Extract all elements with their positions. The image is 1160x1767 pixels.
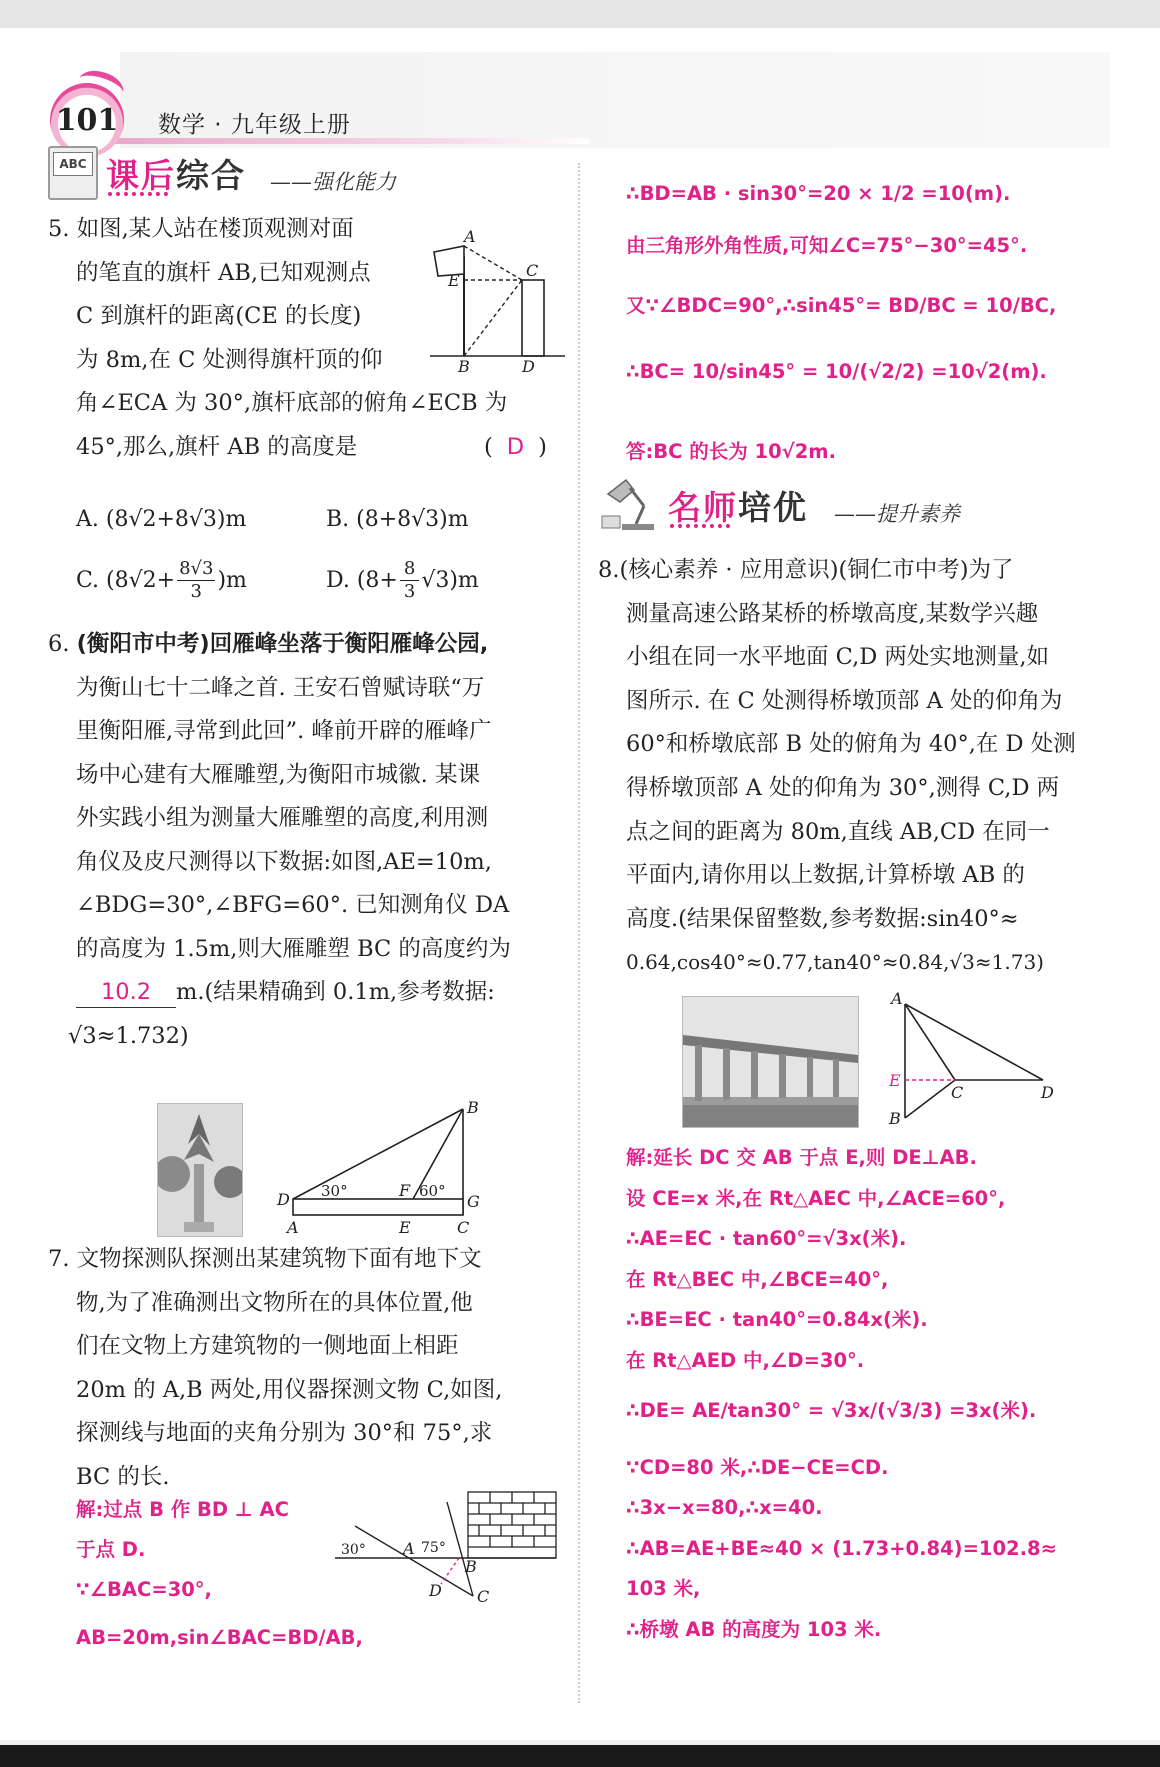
q6-line: ∠BDG=30°,∠BFG=60°. 已知测角仪 DA: [76, 892, 510, 918]
q5-line: 角∠ECA 为 30°,旗杆底部的俯角∠ECB 为: [76, 390, 508, 416]
q8-figure: [885, 989, 1055, 1128]
q6-line: √3≈1.732): [68, 1022, 189, 1049]
solution-line: 设 CE=x 米,在 Rt△AEC 中,∠ACE=60°,: [626, 1186, 1006, 1210]
q6-line: 6. (衡阳市中考)回雁峰坐落于衡阳雁峰公园,: [48, 631, 489, 657]
fig-label: B: [889, 1109, 901, 1128]
q5-line: 的笔直的旗杆 AB,已知观测点: [76, 259, 371, 286]
fig-label: B: [458, 357, 470, 376]
question-6: [48, 623, 573, 1058]
fig-label: 30°: [321, 1182, 348, 1200]
fig-label: F: [399, 1181, 411, 1200]
fig-label: D: [429, 1581, 442, 1600]
q8-line: 8.(核心素养 · 应用意识)(铜仁市中考)为了: [598, 557, 1014, 583]
q5-option-a[interactable]: A. (8√2+8√3)m: [76, 507, 247, 532]
fig-label: C: [477, 1587, 490, 1606]
bottom-bar: [0, 1745, 1160, 1767]
q8-line: 测量高速公路某桥的桥墩高度,某数学兴趣: [626, 600, 1039, 627]
solution-line: ∴BE=EC · tan40°=0.84x(米).: [626, 1308, 928, 1331]
solution-line: 解:过点 B 作 BD ⊥ AC: [76, 1498, 289, 1521]
fig-label: D: [522, 357, 535, 376]
q7-solution-continued: [626, 168, 1056, 478]
fig-label: D: [277, 1190, 290, 1209]
solution-line: 在 Rt△BEC 中,∠BCE=40°,: [626, 1267, 889, 1291]
fig-label: B: [465, 1557, 477, 1576]
q8-line: 平面内,请你用以上数据,计算桥墩 AB 的: [626, 862, 1025, 889]
q6-line: 为衡山七十二峰之首. 王安石曾赋诗联“万: [76, 674, 485, 701]
fig-label: A: [403, 1539, 415, 1558]
fig-label: C: [457, 1218, 470, 1237]
q5-option-c[interactable]: C. (8√2+ $\frac{8√3}{3}$ )m: [76, 558, 247, 602]
q7-line: BC 的长.: [76, 1463, 170, 1490]
desk-lamp-icon: [600, 476, 658, 532]
section-title-dots: [108, 192, 168, 196]
q6-sculpture-photo: [157, 1103, 243, 1237]
solution-line: ∴DE= AE/tan30° = √3x/(√3/3) =3x(米).: [626, 1399, 1037, 1422]
fig-label: A: [287, 1218, 299, 1237]
solution-line: ∴BD=AB · sin30°=20 × 1/2 =10(m).: [626, 182, 1011, 205]
q6-line: 角仪及皮尺测得以下数据:如图,AE=10m,: [76, 848, 492, 875]
q7-figure: [335, 1488, 560, 1606]
solution-line: 由三角形外角性质,可知∠C=75°−30°=45°.: [626, 234, 1028, 257]
top-bar: [0, 0, 1160, 28]
section-subtitle: ——强化能力: [270, 170, 396, 194]
q8-line: 图所示. 在 C 处测得桥墩顶部 A 处的仰角为: [626, 687, 1063, 714]
q8-line: 点之间的距离为 80m,直线 AB,CD 在同一: [626, 818, 1050, 845]
q6-line: 10.2 m.(结果精确到 0.1m,参考数据:: [48, 971, 573, 1015]
q5-line-text: 45°,那么,旗杆 AB 的高度是: [76, 433, 358, 460]
q5-figure: [430, 227, 565, 376]
solution-line: ∵CD=80 米,∴DE−CE=CD.: [626, 1455, 889, 1479]
textbook-page: [0, 28, 1160, 1740]
q5-line: C 到旗杆的距离(CE 的长度): [76, 303, 362, 329]
solution-line: ∴BC= 10/sin45° = 10/(√2/2) =10√2(m).: [626, 360, 1047, 383]
fig-label: A: [891, 989, 903, 1008]
q6-figure: [277, 1098, 485, 1243]
q5-answer: D: [506, 433, 525, 460]
fig-label: G: [467, 1192, 480, 1211]
q5-line: 为 8m,在 C 处测得旗杆顶的仰: [76, 346, 383, 373]
q7-line: 探测线与地面的夹角分别为 30°和 75°,求: [76, 1420, 493, 1446]
fig-label: D: [1041, 1083, 1054, 1102]
solution-line: 于点 D.: [76, 1538, 146, 1561]
book-abc-icon: ABC: [48, 146, 98, 200]
fig-label: 75°: [421, 1540, 446, 1556]
q8-line: 高度.(结果保留整数,参考数据:sin40°≈: [626, 905, 1019, 932]
solution-line: AB=20m,sin∠BAC=BD/AB,: [76, 1626, 363, 1649]
q5-options-row1: [76, 498, 576, 542]
solution-line: 解:延长 DC 交 AB 于点 E,则 DE⊥AB.: [626, 1146, 977, 1169]
section-title: 课后综合: [106, 156, 246, 195]
q7-line: 7. 文物探测队探测出某建筑物下面有地下文: [48, 1246, 482, 1272]
q8-bridge-photo: [682, 996, 859, 1128]
q5-option-b[interactable]: B. (8+8√3)m: [326, 507, 469, 532]
solution-line: ∴桥墩 AB 的高度为 103 米.: [626, 1617, 882, 1641]
q5-line: [48, 426, 568, 470]
fig-label: C: [526, 261, 539, 280]
column-divider: [578, 163, 580, 1703]
q5-option-d[interactable]: D. (8+ $\frac{8}{3}$ √3)m: [326, 558, 479, 602]
fig-label: A: [464, 227, 476, 246]
solution-line: 答:BC 的长为 10√2m.: [626, 440, 836, 463]
fig-label: E: [399, 1218, 411, 1237]
solution-line: ∴AE=EC · tan60°=√3x(米).: [626, 1227, 907, 1250]
q6-line: 里衡阳雁,寻常到此回”. 峰前开辟的雁峰广: [76, 718, 492, 744]
solution-line: ∴AB=AE+BE≈40 × (1.73+0.84)=102.8≈: [626, 1536, 1057, 1560]
solution-line: ∴3x−x=80,∴x=40.: [626, 1496, 823, 1519]
solution-line: 103 米,: [626, 1577, 701, 1600]
fig-label: C: [951, 1083, 964, 1102]
book-title: 数学 · 九年级上册: [158, 112, 351, 138]
solution-line: ∵∠BAC=30°,: [76, 1578, 212, 1601]
q8-line: 60°和桥墩底部 B 处的俯角为 40°,在 D 处测: [626, 731, 1076, 758]
question-8: [598, 549, 1118, 985]
q5-line: 5. 如图,某人站在楼顶观测对面: [48, 216, 354, 242]
q8-solution: [626, 1138, 1057, 1650]
fig-label: 60°: [419, 1182, 446, 1200]
q6-line: 外实践小组为测量大雁雕塑的高度,利用测: [76, 805, 489, 831]
q8-line: 得桥墩顶部 A 处的仰角为 30°,测得 C,D 两: [626, 774, 1060, 801]
page-number-badge: 101: [50, 83, 124, 157]
question-7: [48, 1238, 573, 1499]
q6-answer-blank[interactable]: 10.2: [76, 977, 176, 1008]
q6-line: 的高度为 1.5m,则大雁雕塑 BC 的高度约为: [76, 935, 511, 962]
q7-line: 物,为了准确测出文物所在的具体位置,他: [76, 1289, 473, 1316]
section-title: 名师培优: [668, 488, 808, 527]
q7-line: 们在文物上方建筑物的一侧地面上相距: [76, 1333, 459, 1359]
fig-label: B: [467, 1098, 479, 1117]
fig-label: 30°: [341, 1542, 366, 1558]
solution-line: 又∵∠BDC=90°,∴sin45°= BD/BC = 10/BC,: [626, 294, 1057, 317]
q5-answer-bracket: ( D ): [484, 433, 547, 460]
section-title-dots: [670, 524, 730, 528]
q8-line: 0.64,cos40°≈0.77,tan40°≈0.84,√3≈1.73): [626, 950, 1044, 975]
q6-line: 场中心建有大雁雕塑,为衡阳市城徽. 某课: [76, 761, 480, 788]
q5-options-row2: [76, 558, 576, 603]
q7-line: 20m 的 A,B 两处,用仪器探测文物 C,如图,: [76, 1376, 503, 1403]
section-subtitle: ——提升素养: [834, 502, 960, 526]
q8-line: 小组在同一水平地面 C,D 两处实地测量,如: [626, 644, 1050, 671]
fig-label: E: [889, 1071, 901, 1090]
solution-line: 在 Rt△AED 中,∠D=30°.: [626, 1348, 865, 1372]
q7-solution-left: [76, 1490, 363, 1658]
section-header-after-class: [48, 140, 428, 206]
fig-label: E: [448, 271, 460, 290]
section-header-teacher: [598, 472, 1018, 538]
